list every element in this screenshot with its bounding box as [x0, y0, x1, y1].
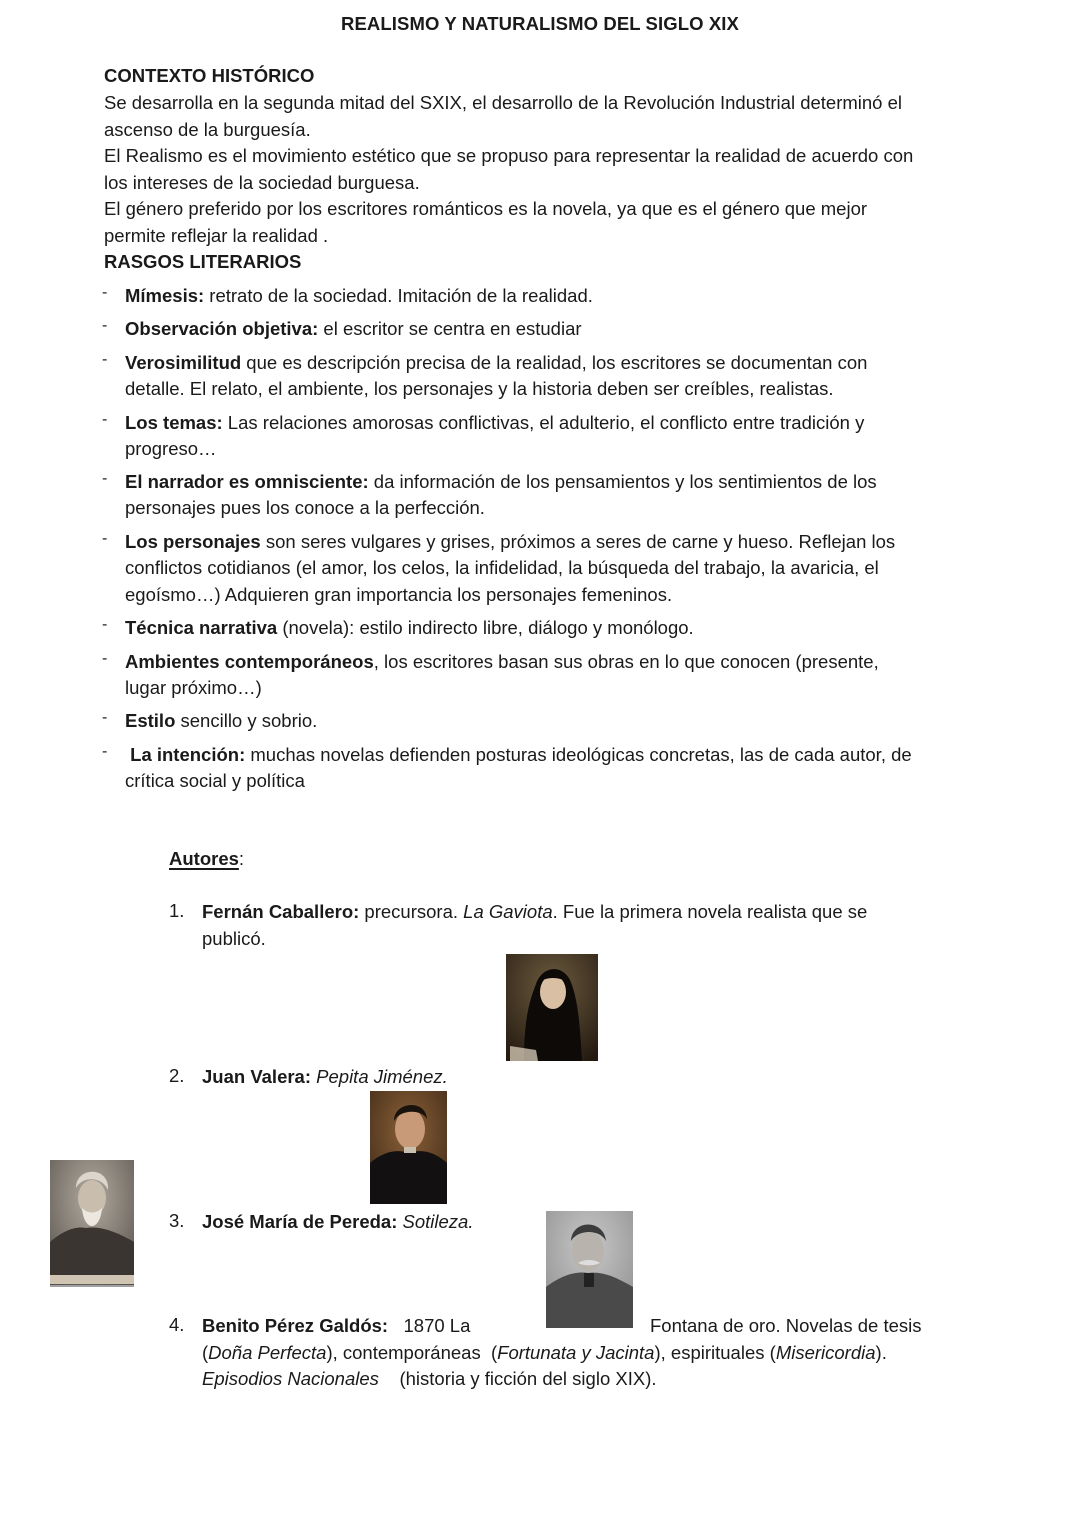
portrait-fernan-caballero: [506, 954, 598, 1061]
rasgo-item-verosimilitud: [125, 350, 867, 377]
author-number: 4.: [169, 1314, 185, 1335]
rasgo-term: Técnica narrativa: [125, 617, 278, 638]
rasgo-item-mimesis: [125, 283, 593, 310]
contexto-line: El género preferido por los escritores románticos es la novela, ya que es el género que mejor: [104, 198, 868, 219]
contexto-line: El Realismo es el movimiento estético que se propuso para representar la realidad de acuerdo con: [104, 145, 914, 166]
author-work: Misericordia: [775, 1342, 876, 1363]
rasgo-term: Mímesis:: [125, 285, 205, 306]
bullet-dash: -: [102, 351, 108, 368]
author-text: precursora.: [359, 901, 464, 922]
rasgo-item-narrador: [125, 469, 877, 496]
author-number: 3.: [169, 1210, 185, 1231]
author-works-line: [202, 1340, 887, 1367]
author-text: (historia y ficción del siglo XIX).: [378, 1368, 657, 1389]
rasgo-text-cont: personajes pues los conoce a la perfección.: [125, 497, 485, 518]
contexto-line: permite reflejar la realidad .: [104, 225, 329, 246]
author-work: Pepita Jiménez.: [316, 1066, 448, 1087]
contexto-line: los intereses de la sociedad burguesa.: [104, 172, 420, 193]
autores-label: Autores: [169, 848, 239, 869]
heading-autores: [169, 848, 244, 870]
rasgo-item-observacion: [125, 316, 582, 343]
rasgo-item-personajes: [125, 529, 895, 556]
rasgo-term: Los temas:: [125, 412, 223, 433]
rasgo-text-cont: detalle. El relato, el ambiente, los personajes y la historia deben ser creíbles, realistas.: [125, 378, 834, 399]
author-work: La Gaviota: [463, 901, 553, 922]
author-name: José María de Pereda:: [202, 1211, 398, 1232]
bullet-dash: -: [102, 530, 108, 547]
portrait-jose-maria-de-pereda: [50, 1160, 134, 1287]
rasgo-text-cont: conflictos cotidianos (el amor, los celos, la infidelidad, la búsqueda del trabajo, la avaricia, el: [125, 557, 879, 578]
rasgo-term: Ambientes contemporáneos: [125, 651, 374, 672]
bullet-dash: -: [102, 709, 108, 726]
author-text: (: [202, 1342, 209, 1363]
rasgo-item-temas: [125, 410, 864, 437]
bullet-dash: -: [102, 616, 108, 633]
rasgo-text-cont: lugar próximo…): [125, 677, 262, 698]
rasgo-term: El narrador es omnisciente:: [125, 471, 369, 492]
document-title: REALISMO Y NATURALISMO DEL SIGLO XIX: [341, 13, 739, 34]
autores-colon: :: [238, 848, 245, 869]
heading-rasgos-literarios: RASGOS LITERARIOS: [104, 251, 302, 272]
author-text-cont: Fontana de oro. Novelas de tesis: [650, 1315, 922, 1336]
author-works-line: [202, 1366, 657, 1393]
author-number: 1.: [169, 900, 185, 921]
author-text-cont: publicó.: [202, 928, 266, 949]
rasgo-text-cont: crítica social y política: [125, 770, 305, 791]
contexto-line: ascenso de la burguesía.: [104, 119, 311, 140]
rasgo-item-intencion: [125, 742, 912, 769]
bullet-dash: -: [102, 650, 108, 667]
rasgo-term: La intención:: [125, 744, 246, 765]
rasgo-text: (novela): estilo indirecto libre, diálogo y monólogo.: [277, 617, 694, 638]
rasgo-text: Las relaciones amorosas conflictivas, el adulterio, el conflicto entre tradición y: [222, 412, 865, 433]
rasgo-text: retrato de la sociedad. Imitación de la realidad.: [204, 285, 593, 306]
author-text: ), contemporáneas (: [326, 1342, 498, 1363]
author-text: ).: [875, 1342, 887, 1363]
rasgo-term: Los personajes: [125, 531, 261, 552]
author-benito-perez-galdos: [202, 1313, 470, 1340]
bullet-dash: -: [102, 317, 108, 334]
author-name: Benito Pérez Galdós:: [202, 1315, 389, 1336]
author-work: Sotileza.: [402, 1211, 474, 1232]
rasgo-term: Observación objetiva:: [125, 318, 319, 339]
author-juan-valera: [202, 1064, 448, 1091]
rasgo-term: Verosimilitud: [125, 352, 242, 373]
author-work: Fortunata y Jacinta: [497, 1342, 655, 1363]
rasgo-text: , los escritores basan sus obras en lo que conocen (presente,: [373, 651, 879, 672]
rasgo-text: son seres vulgares y grises, próximos a seres de carne y hueso. Reflejan los: [260, 531, 896, 552]
rasgo-text-cont: egoísmo…) Adquieren gran importancia los personajes femeninos.: [125, 584, 673, 605]
rasgo-item-ambientes: [125, 649, 879, 676]
author-fernan-caballero: [202, 899, 867, 926]
author-text: . Fue la primera novela realista que se: [552, 901, 868, 922]
rasgo-item-estilo: [125, 708, 317, 735]
heading-contexto-historico: CONTEXTO HISTÓRICO: [104, 65, 315, 86]
contexto-line: Se desarrolla en la segunda mitad del SXIX, el desarrollo de la Revolución Industrial determinó el: [104, 92, 903, 113]
author-jose-maria-de-pereda: [202, 1209, 473, 1236]
rasgo-text: el escritor se centra en estudiar: [318, 318, 582, 339]
portrait-juan-valera: [370, 1091, 447, 1204]
portrait-benito-perez-galdos: [546, 1211, 633, 1328]
bullet-dash: -: [102, 470, 108, 487]
rasgo-term: Estilo: [125, 710, 176, 731]
author-name: Juan Valera:: [202, 1066, 312, 1087]
rasgo-item-tecnica: [125, 615, 694, 642]
author-name: Fernán Caballero:: [202, 901, 360, 922]
author-number: 2.: [169, 1065, 185, 1086]
rasgo-text-cont: progreso…: [125, 438, 217, 459]
bullet-dash: -: [102, 743, 108, 760]
author-work: Episodios Nacionales: [202, 1368, 379, 1389]
author-work: Doña Perfecta: [208, 1342, 327, 1363]
rasgo-text: muchas novelas defienden posturas ideológicas concretas, las de cada autor, de: [245, 744, 912, 765]
author-text: 1870 La: [388, 1315, 471, 1336]
author-text: ), espirituales (: [654, 1342, 776, 1363]
rasgo-text: sencillo y sobrio.: [175, 710, 318, 731]
rasgo-text: da información de los pensamientos y los sentimientos de los: [368, 471, 877, 492]
rasgo-text: que es descripción precisa de la realidad, los escritores se documentan con: [241, 352, 868, 373]
bullet-dash: -: [102, 284, 108, 301]
bullet-dash: -: [102, 411, 108, 428]
